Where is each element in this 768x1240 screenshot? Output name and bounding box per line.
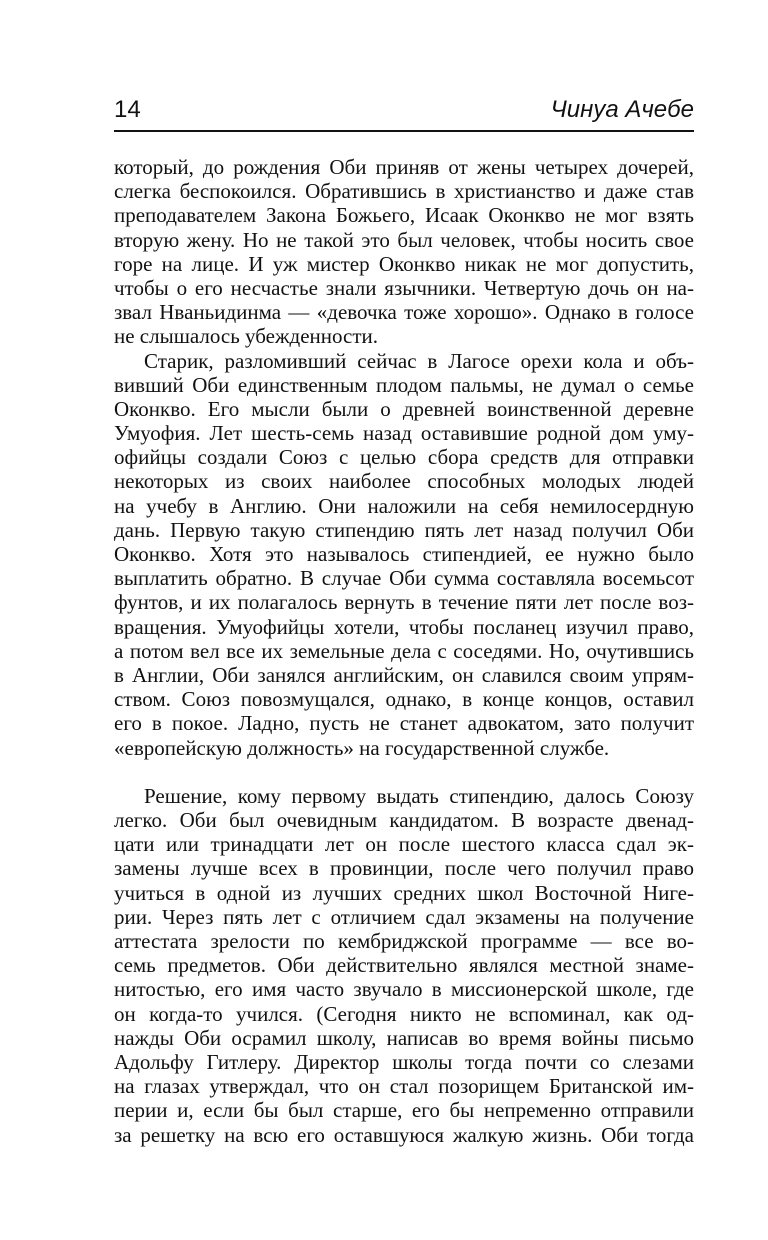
text-line: семь предметов. Оби действительно являлся местной знаме- (114, 953, 694, 978)
text-line: в Англии, Оби занялся английским, он славился своим упрям- (114, 662, 694, 687)
section-break (114, 760, 694, 784)
text-line: на глазах утверждал, что он стал позорищем Британской им- (114, 1074, 694, 1099)
text-line: нитостью, его имя часто звучало в миссионерской школе, где (114, 977, 694, 1002)
running-head-author: Чинуа Ачебе (550, 96, 694, 123)
text-line: а потом вел все их земельные дела с соседями. Но, очутившись (114, 638, 694, 663)
text-line: на учебу в Англию. Они наложили на себя немилосердную (114, 493, 694, 518)
text-line: горе на лице. И уж мистер Оконкво никак не мог допустить, (114, 251, 694, 276)
text-line: его в покое. Ладно, пусть не станет адвокатом, зато получит (114, 711, 694, 736)
paragraph-2 (114, 349, 694, 760)
text-line: Умуофия. Лет шесть-семь назад оставившие родной дом уму- (114, 421, 694, 446)
text-line: фунтов, и их полагалось вернуть в течение пяти лет после воз- (114, 590, 694, 615)
paragraph-3 (114, 784, 694, 1147)
text-line: перии и, если бы был старше, его бы непременно отправили (114, 1098, 694, 1123)
text-line: «европейскую должность» на государственной службе. (114, 735, 610, 760)
text-line: чтобы о его несчастье знали язычники. Четвертую дочь он на- (114, 275, 694, 300)
text-line: учиться в одной из лучших средних школ Восточной Ниге- (114, 880, 694, 905)
text-line: слегка беспокоился. Обратившись в христианство и даже став (114, 179, 694, 204)
text-line: Старик, разломивший сейчас в Лагосе орехи кола и объ- (144, 348, 694, 373)
text-line: Решение, кому первому выдать стипендию, далось Союзу (144, 783, 694, 808)
text-line: не слышалось убежденности. (114, 324, 378, 349)
text-line: офийцы создали Союз с целью сбора средств для отправки (114, 445, 694, 470)
text-line: преподавателем Закона Божьего, Исаак Оконкво не мог взять (114, 203, 694, 228)
page-header (114, 96, 694, 132)
text-line: цати или тринадцати лет он после шестого класса сдал эк- (114, 832, 694, 857)
text-line: он когда-то учился. (Сегодня никто не вспоминал, как од- (114, 1001, 694, 1026)
text-line: рии. Через пять лет с отличием сдал экзамены на получение (114, 904, 694, 929)
text-line: замены лучше всех в провинции, после чего получил право (114, 856, 694, 881)
text-line: Оконкво. Хотя это называлось стипендией, ее нужно было (114, 542, 694, 566)
text-line: Оконкво. Его мысли были о древней воинственной деревне (114, 396, 694, 421)
text-line: легко. Оби был очевидным кандидатом. В возрасте двенад- (114, 808, 694, 833)
text-line: некоторых из своих наиболее способных молодых людей (114, 469, 694, 494)
text-line: выплатить обратно. В случае Оби сумма составляла восемьсот (114, 566, 694, 591)
text-line: который, до рождения Оби приняв от жены четырех дочерей, (114, 155, 694, 179)
paragraph-1 (114, 155, 694, 349)
text-line: вращения. Умуофийцы хотели, чтобы посланец изучил право, (114, 614, 694, 639)
text-line: Адольфу Гитлеру. Директор школы тогда почти со слезами (114, 1049, 694, 1074)
body-text (114, 155, 694, 1147)
text-line: дань. Первую такую стипендию пять лет назад получил Оби (114, 517, 694, 542)
page-number: 14 (114, 96, 141, 123)
text-line: вторую жену. Но не такой это был человек, чтобы носить свое (114, 227, 694, 252)
text-line: ством. Союз повозмущался, однако, в конце концов, оставил (114, 687, 694, 712)
text-line: вивший Оби единственным плодом пальмы, не думал о семье (114, 372, 694, 397)
text-line: нажды Оби осрамил школу, написав во время войны письмо (114, 1025, 694, 1050)
text-line: звал Нваньидинма — «девочка тоже хорошо». Однако в голосе (114, 300, 694, 325)
text-line: за решетку на всю его оставшуюся жалкую жизнь. Оби тогда (114, 1122, 694, 1147)
text-line: аттестата зрелости по кембриджской программе — все во- (114, 929, 694, 953)
